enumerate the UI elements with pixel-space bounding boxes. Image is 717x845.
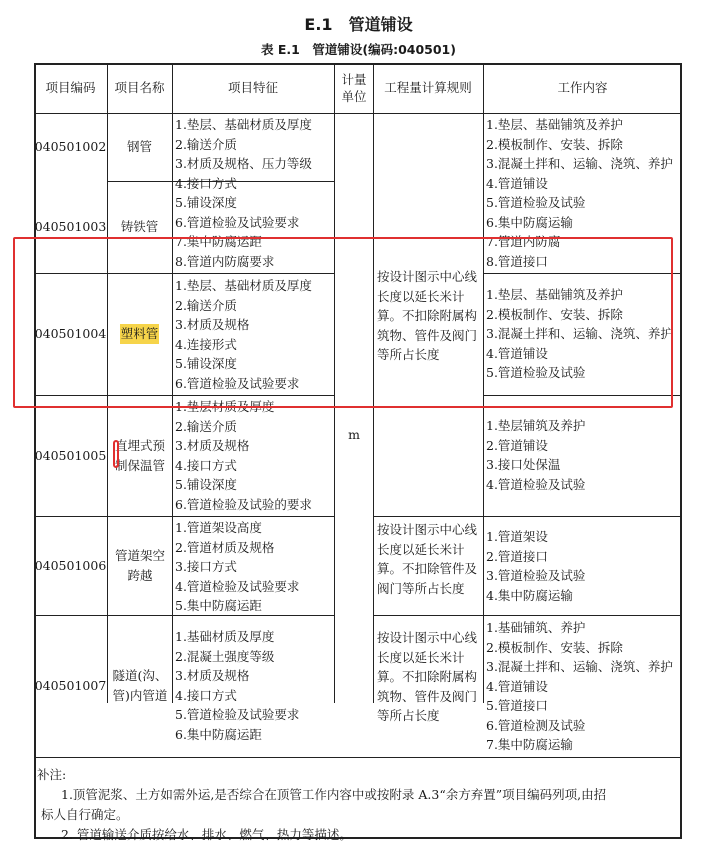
red-highlight-box: [13, 237, 673, 408]
feature-line: 4.接口方式: [175, 175, 237, 191]
work-list: [483, 618, 682, 755]
feature-line: 3.材质及规格: [175, 438, 250, 453]
feature-line: 7.集中防腐运距: [175, 234, 262, 249]
item-name: 钢管: [126, 139, 152, 155]
item-name: 管道架空跨越: [114, 547, 165, 583]
work-line: 3.接口处保温: [486, 457, 561, 472]
pipe-laying-table: [34, 63, 682, 842]
features-list: [172, 627, 334, 744]
feature-line: 3.材质及规格: [175, 668, 250, 683]
work-line: 3.混凝土拌和、运输、浇筑、养护: [486, 659, 673, 674]
work-line: 8.管道接口: [486, 253, 548, 269]
feature-line: 6.集中防腐运距: [175, 726, 262, 742]
feature-line: 1.基础材质及厚度: [175, 629, 275, 644]
section-title: E.1 管道铺设: [304, 15, 413, 34]
header-work: 工作内容: [557, 80, 608, 95]
work-line: 2.管道铺设: [486, 437, 548, 453]
item-name: 隧道(沟、管)内管道: [112, 668, 168, 703]
unit-value: m: [348, 427, 360, 443]
work-line: 2.管道接口: [486, 548, 548, 564]
work-line: 6.管道检测及试验: [486, 717, 586, 733]
header-features: 项目特征: [227, 80, 278, 95]
work-line: 2.模板制作、安装、拆除: [486, 136, 623, 152]
feature-line: 5.集中防腐运距: [175, 598, 262, 613]
feature-line: 2.输送介质: [175, 418, 237, 434]
feature-line: 6.管道检验及试验要求: [175, 375, 300, 391]
item-code: 040501004: [34, 326, 107, 342]
feature-line: 4.连接形式: [175, 336, 237, 352]
feature-line: 5.铺设深度: [175, 477, 237, 492]
feature-line: 5.铺设深度: [175, 195, 237, 210]
work-line: 5.管道检验及试验: [486, 365, 586, 380]
work-line: 1.基础铺筑、养护: [486, 620, 586, 635]
note-line: 标人自行确定。: [41, 807, 129, 822]
header-rule: 工程量计算规则: [384, 80, 472, 95]
item-code: 040501003: [34, 219, 107, 235]
item-code: 040501006: [34, 557, 107, 573]
work-list: [483, 527, 682, 605]
work-line: 3.混凝土拌和、运输、浇筑、养护: [486, 156, 673, 171]
header-code: 项目编码: [45, 80, 96, 95]
item-name-highlighted: 塑料管: [120, 324, 160, 344]
work-line: 1.管道架设: [486, 529, 548, 544]
work-line: 5.管道接口: [486, 698, 548, 713]
calc-rule: 按设计图示中心线长度以延长米计算。不扣除附属构筑物、管件及阀门等所占长度: [377, 269, 478, 362]
feature-line: 5.铺设深度: [175, 356, 237, 371]
work-line: 1.垫层铺筑及养护: [486, 418, 586, 433]
feature-line: 2.管道材质及规格: [175, 539, 275, 555]
work-line: 2.模板制作、安装、拆除: [486, 639, 623, 655]
feature-line: 4.管道检验及试验要求: [175, 578, 300, 594]
calc-rule: 按设计图示中心线长度以延长米计算。不扣除管件及阀门等所占长度: [377, 522, 478, 596]
feature-line: 5.管道检验及试验要求: [175, 707, 300, 722]
header-unit: 计量单位: [341, 72, 367, 104]
features-list: [172, 397, 334, 514]
feature-line: 1.垫层、基础材质及厚度: [175, 117, 312, 132]
item-code: 040501005: [34, 447, 107, 463]
work-line: 3.管道检验及试验: [486, 568, 586, 583]
work-line: 4.集中防腐运输: [486, 587, 573, 603]
notes-rule: [34, 757, 682, 758]
table-caption: 表 E.1 管道铺设(编码:040501): [261, 42, 456, 57]
feature-line: 8.管道内防腐要求: [175, 253, 275, 269]
row-line: [373, 615, 682, 616]
work-line: 4.管道铺设: [486, 678, 548, 694]
red-cursor-mark: [113, 440, 119, 468]
work-line: 7.管道内防腐: [486, 234, 561, 249]
feature-line: 2.输送介质: [175, 136, 237, 152]
work-line: 4.管道铺设: [486, 345, 548, 361]
work-line: 4.管道检验及试验: [486, 476, 586, 492]
work-line: 7.集中防腐运输: [486, 737, 573, 752]
table-notes: [37, 765, 677, 845]
feature-line: 1.垫层、基础材质及厚度: [175, 278, 312, 293]
calc-rule: 按设计图示中心线长度以延长米计算。不扣除附属构筑物、管件及阀门等所占长度: [377, 630, 478, 723]
work-line: 6.集中防腐运输: [486, 214, 573, 230]
work-line: 4.管道铺设: [486, 175, 548, 191]
row-line: [373, 516, 682, 517]
work-list: [483, 416, 682, 494]
work-line: 5.管道检验及试验: [486, 195, 586, 210]
notes-label: 补注:: [37, 767, 67, 782]
feature-line: 2.输送介质: [175, 297, 237, 313]
work-line: 1.垫层、基础铺筑及养护: [486, 117, 623, 132]
work-line: 3.混凝土拌和、运输、浇筑、养护: [486, 326, 673, 341]
item-name: 直埋式预制保温管: [114, 437, 165, 473]
item-code: 040501002: [34, 139, 107, 155]
feature-line: 3.接口方式: [175, 559, 237, 574]
feature-line: 1.垫层材质及厚度: [175, 399, 275, 414]
feature-line: 6.管道检验及试验的要求: [175, 496, 312, 512]
feature-line: 4.接口方式: [175, 457, 237, 473]
note-line: 1.顶管泥浆、土方如需外运,是否综合在顶管工作内容中或按附录 A.3“余方弃置”项目编码列项,由招: [61, 787, 607, 802]
item-code: 040501007: [34, 678, 107, 694]
header-name: 项目名称: [114, 80, 165, 95]
work-line: 2.模板制作、安装、拆除: [486, 306, 623, 322]
features-list: [172, 518, 334, 616]
feature-line: 6.管道检验及试验要求: [175, 214, 300, 230]
feature-line: 4.接口方式: [175, 687, 237, 703]
work-line: 1.垫层、基础铺筑及养护: [486, 287, 623, 302]
note-line: 2. 管道输送介质按给水、排水、燃气、热力等描述。: [61, 827, 352, 842]
feature-line: 3.材质及规格: [175, 317, 250, 332]
item-name: 铸铁管: [120, 219, 159, 235]
feature-line: 3.材质及规格、压力等级: [175, 156, 312, 171]
feature-line: 1.管道架设高度: [175, 520, 262, 535]
feature-line: 2.混凝土强度等级: [175, 648, 275, 664]
